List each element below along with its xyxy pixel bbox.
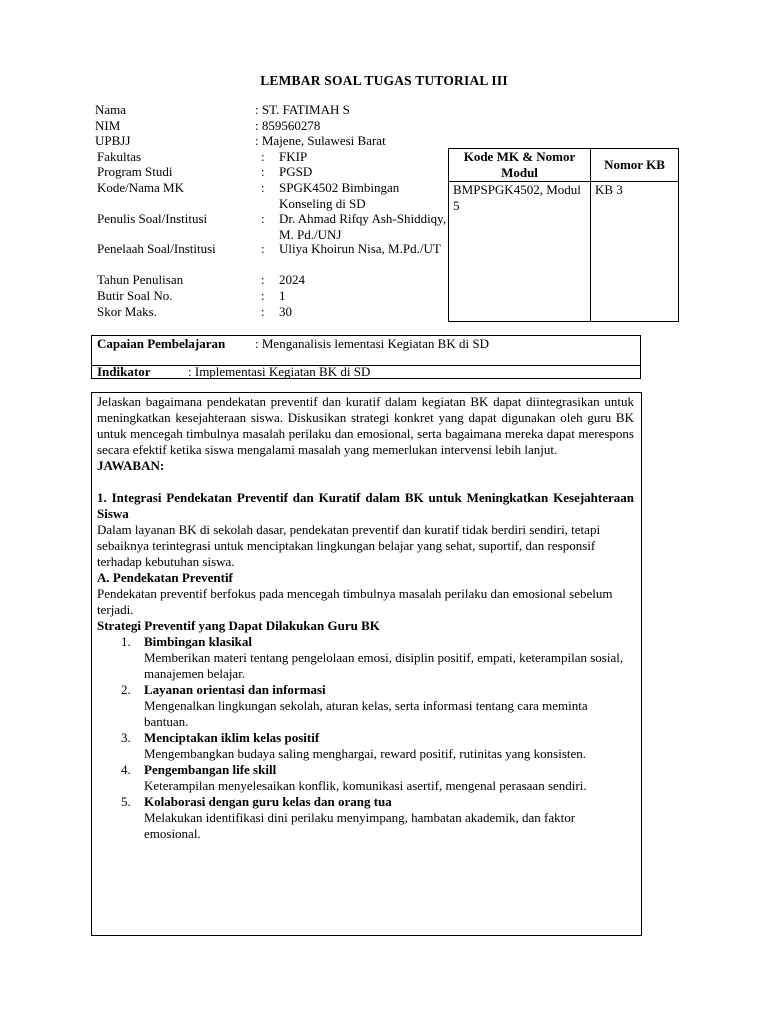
strategy-list [97,634,634,842]
strategy-title: Bimbingan klasikal [144,634,253,649]
field-colon: : [261,180,265,195]
list-item [97,762,634,794]
nomor-kb-value: KB 3 [591,182,679,322]
list-item [97,730,634,762]
identity-value: : ST. FATIMAH S [255,102,350,117]
document-title: LEMBAR SOAL TUGAS TUTORIAL III [260,73,508,88]
section-text: Dalam layanan BK di sekolah dasar, pendekatan preventif dan kuratif tidak berdiri sendiri, tetapi sebaiknya terintegrasi untuk menciptakan lingkungan belajar yang sehat, suportif, dan responsif terhadap kebutuhan siswa. [97,522,601,569]
strategy-title: Kolaborasi dengan guru kelas dan orang tua [144,794,392,809]
field-label: Penelaah Soal/Institusi [97,241,216,256]
field-colon: : [261,288,265,303]
strategy-desc: Mengenalkan lingkungan sekolah, aturan kelas, serta informasi tentang cara meminta bantuan. [144,698,588,729]
identity-label: NIM [95,118,121,133]
identity-value: : 859560278 [255,118,321,133]
list-number: 3. [121,730,131,745]
field-colon: : [261,272,265,287]
field-value: 30 [279,304,292,319]
capaian-label: Capaian Pembelajaran [97,336,226,351]
field-colon: : [261,164,265,179]
field-label: Butir Soal No. [97,288,173,303]
strategy-desc: Melakukan identifikasi dini perilaku menyimpang, hambatan akademik, dan faktor emosional. [144,810,576,841]
kode-mk-table [448,148,679,322]
subsection-text: Pendekatan preventif berfokus pada mencegah timbulnya masalah perilaku dan emosional sebelum terjadi. [97,586,613,617]
field-label: Fakultas [97,149,142,164]
field-value: FKIP [279,149,308,164]
strategy-heading: Strategi Preventif yang Dapat Dilakukan Guru BK [97,618,380,633]
capaian-value: : Menganalisis lementasi Kegiatan BK di SD [255,336,489,351]
field-label: Tahun Penulisan [97,272,184,287]
capaian-indikator-box [91,335,641,379]
question-answer-box [91,392,642,936]
section-heading: 1. Integrasi Pendekatan Preventif dan Kuratif dalam BK untuk Meningkatkan Kesejahteraan Siswa [97,490,634,521]
list-item [97,634,634,682]
list-item [97,794,634,842]
strategy-desc: Memberikan materi tentang pengelolaan emosi, disiplin positif, empati, keterampilan sosial, manajemen belajar. [144,650,624,681]
nomor-kb-header: Nomor KB [591,149,679,182]
strategy-title: Layanan orientasi dan informasi [144,682,326,697]
indikator-value: : Implementasi Kegiatan BK di SD [188,364,371,379]
field-colon: : [261,304,265,319]
field-colon: : [261,211,265,226]
field-value: 1 [279,288,286,303]
identity-value: : Majene, Sulawesi Barat [255,133,386,148]
strategy-desc: Keterampilan menyelesaikan konflik, komunikasi asertif, mengenal perasaan sendiri. [144,778,587,793]
list-number: 2. [121,682,131,697]
subsection-heading: A. Pendekatan Preventif [97,570,233,585]
question-text: Jelaskan bagaimana pendekatan preventif dan kuratif dalam kegiatan BK dapat diintegrasikan untuk meningkatkan kesejahteraan siswa. Diskusikan strategi konkret yang dapat digunakan oleh guru BK untuk mencegah timbulnya masalah perilaku dan emosional, serta bagaimana mereka dapat merespons secara efektif ketika siswa mengalami masalah yang memerlukan intervensi lebih lanjut. [97,394,634,457]
field-value: SPGK4502 Bimbingan Konseling di SD [279,180,400,211]
list-number: 1. [121,634,131,649]
field-label: Kode/Nama MK [97,180,185,195]
field-value: Dr. Ahmad Rifqy Ash-Shiddiqy, M. Pd./UNJ [279,211,447,242]
field-value: PGSD [279,164,313,179]
list-number: 5. [121,794,131,809]
field-value: Uliya Khoirun Nisa, M.Pd./UT [279,241,441,256]
field-colon: : [261,149,265,164]
list-number: 4. [121,762,131,777]
identity-label: Nama [95,102,127,117]
strategy-title: Menciptakan iklim kelas positif [144,730,320,745]
strategy-title: Pengembangan life skill [144,762,277,777]
strategy-desc: Mengembangkan budaya saling menghargai, reward positif, rutinitas yang konsisten. [144,746,587,761]
field-label: Penulis Soal/Institusi [97,211,208,226]
list-item [97,682,634,730]
field-label: Skor Maks. [97,304,157,319]
kode-mk-header: Kode MK & Nomor Modul [449,149,591,182]
identity-label: UPBJJ [95,133,131,148]
field-colon: : [261,241,265,256]
indikator-label: Indikator [97,364,151,379]
kode-mk-value: BMPSPGK4502, Modul 5 [449,182,591,322]
field-label: Program Studi [97,164,173,179]
answer-label: JAWABAN: [97,458,165,473]
field-value: 2024 [279,272,305,287]
